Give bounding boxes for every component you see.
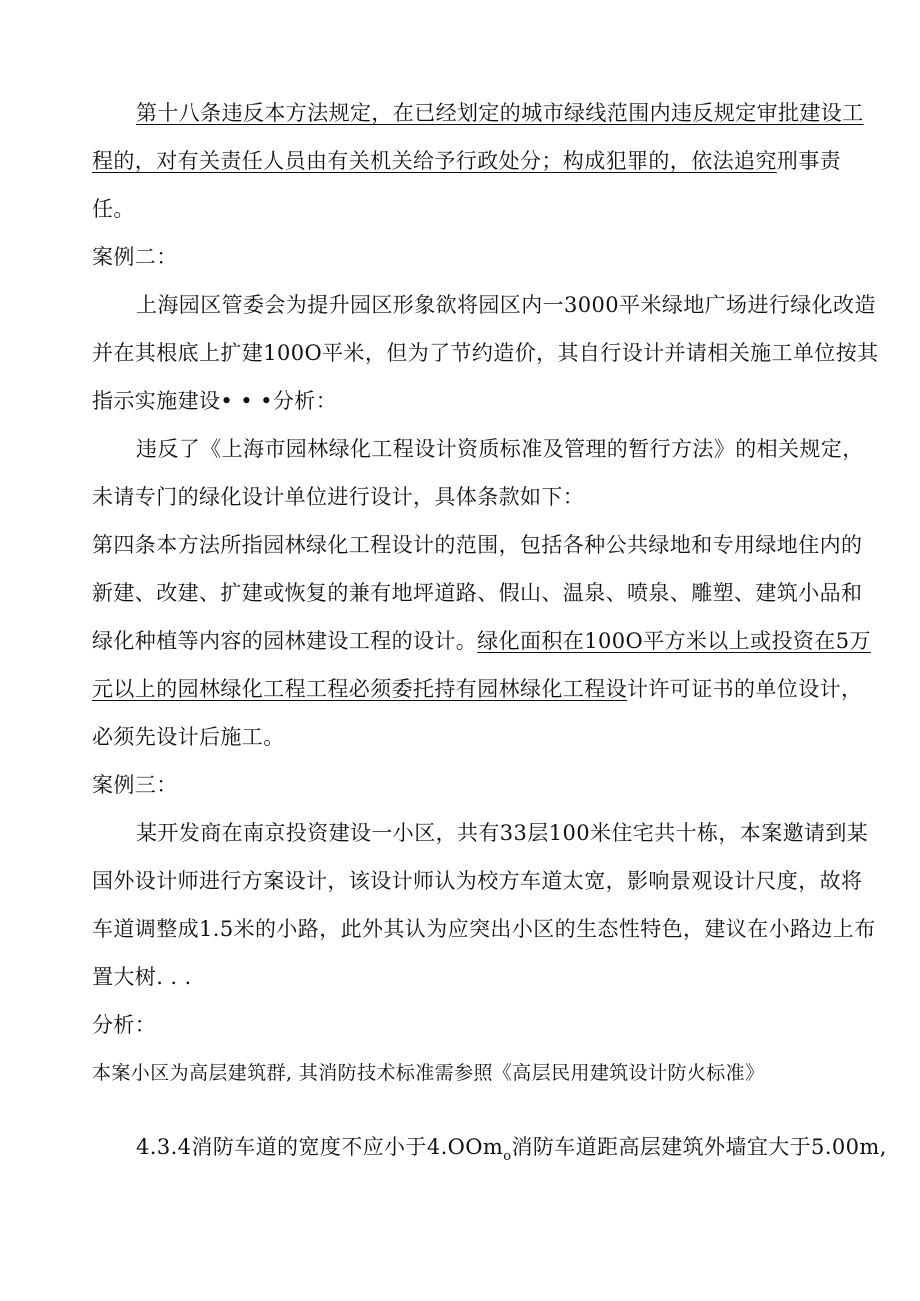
case2-paragraph-line-2: 并在其根底上扩建100O平米，但为了节约造价，其自行设计并请相关施工单位按其	[92, 341, 879, 365]
article18-line-2-underlined: 程的，对有关责任人员由有关机关给予行政处分；构成犯罪的，依法追究	[92, 149, 777, 173]
article18-line-2-rest: 刑事责	[776, 149, 841, 173]
article18-line-1-text: 第十八条违反本方法规定，在已经划定的城市绿线范围内违反规定审批建设工	[136, 101, 864, 125]
case3-paragraph-line-4: 置大树. . .	[92, 965, 192, 989]
clause-4-3-4-subscript: o	[503, 1149, 512, 1164]
article4-line-3-plain: 绿化种植等内容的园林建设工程的设计。	[92, 629, 478, 653]
article4-line-3	[92, 626, 871, 656]
article18-line-3: 任。	[92, 197, 135, 221]
article4-line-2: 新建、改建、扩建或恢复的兼有地坪道路、假山、温泉、喷泉、雕塑、建筑小品和	[92, 581, 863, 605]
case2-violation-line-1: 违反了《上海市园林绿化工程设计资质标准及管理的暂行方法》的相关规定，	[136, 437, 864, 461]
case2-heading: 案例二：	[92, 245, 178, 269]
article4-line-3-underlined: 绿化面积在100O平方米以上或投资在5万	[477, 629, 871, 653]
clause-4-3-4	[136, 1132, 887, 1172]
case3-paragraph-line-2: 国外设计师进行方案设计，该设计师认为校方车道太宽，影响景观设计尺度，故将	[92, 869, 863, 893]
case2-violation-line-2: 未请专门的绿化设计单位进行设计，具体条款如下：	[92, 485, 585, 509]
case3-analysis-text: 本案小区为高层建筑群, 其消防技术标准需参照《高层民用建筑设计防火标准》	[92, 1062, 765, 1084]
article4-line-4-rest: 计许可证书的单位设计，	[627, 677, 863, 701]
case3-paragraph-line-3: 车道调整成1.5米的小路，此外其认为应突出小区的生态性特色，建议在小路边上布	[92, 917, 876, 941]
case2-paragraph-line-3: 指示实施建设• • •分析：	[92, 389, 338, 413]
clause-4-3-4-part-b: 消防车道距高层建筑外墙宜大于5.00m,	[511, 1135, 887, 1159]
article4-line-4	[92, 674, 862, 704]
article4-line-1: 第四条本方法所指园林绿化工程设计的范围，包括各种公共绿地和专用绿地住内的	[92, 533, 863, 557]
case3-analysis-label: 分析：	[92, 1013, 157, 1037]
article18-line-1	[136, 98, 864, 128]
case3-heading: 案例三：	[92, 773, 178, 797]
case2-paragraph-line-1: 上海园区管委会为提升园区形象欲将园区内一3000平米绿地广场进行绿化改造	[136, 293, 876, 317]
article4-line-5: 必须先设计后施工。	[92, 725, 285, 749]
article18-line-2	[92, 146, 841, 176]
case3-paragraph-line-1: 某开发商在南京投资建设一小区，共有33层100米住宅共十栋，本案邀请到某	[136, 821, 869, 845]
clause-4-3-4-part-a: 4.3.4消防车道的宽度不应小于4.OOm	[136, 1135, 504, 1159]
article4-line-4-underlined: 元以上的园林绿化工程工程必须委托持有园林绿化工程设	[92, 677, 627, 701]
